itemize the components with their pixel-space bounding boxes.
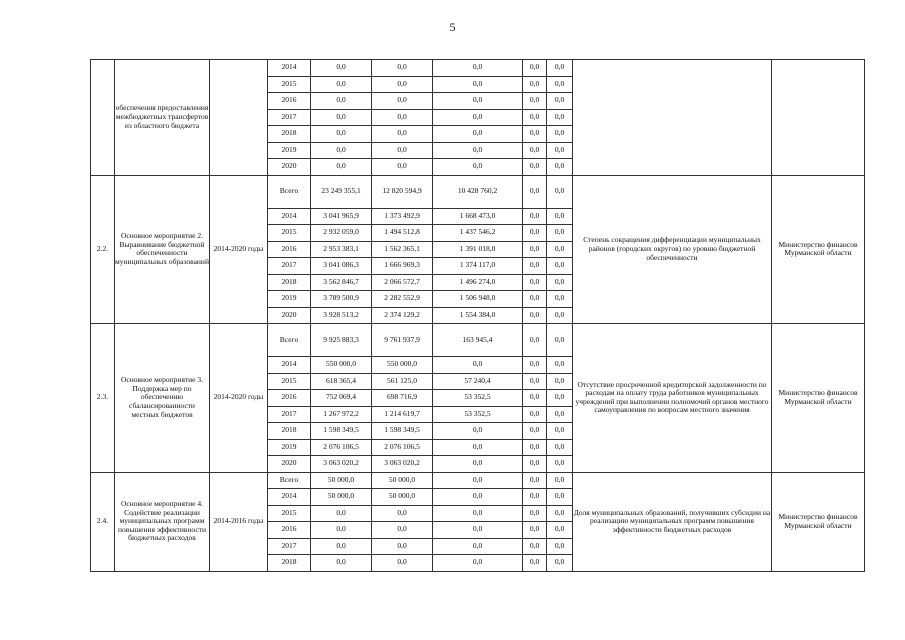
local-budget-cell: 0,0 [523,489,547,506]
section-number [91,60,115,176]
other-sources-cell: 0,0 [547,357,573,374]
year-cell: 2015 [268,76,311,93]
federal-budget-cell: 0,0 [433,538,523,555]
other-sources-cell: 0,0 [547,406,573,423]
regional-budget-cell: 2 066 572,7 [372,274,433,291]
local-budget-cell: 0,0 [523,324,547,357]
executor-cell [772,60,865,176]
total-cell: 0,0 [311,555,372,572]
federal-budget-cell: 1 374 117,0 [433,258,523,275]
year-cell: Всего [268,175,311,208]
other-sources-cell: 0,0 [547,142,573,159]
total-cell: 0,0 [311,505,372,522]
year-cell: 2014 [268,357,311,374]
year-cell: 2018 [268,274,311,291]
federal-budget-cell: 10 428 760,2 [433,175,523,208]
regional-budget-cell: 1 598 349,5 [372,423,433,440]
federal-budget-cell: 53 352,5 [433,406,523,423]
federal-budget-cell: 0,0 [433,142,523,159]
regional-budget-cell: 1 373 492,9 [372,208,433,225]
year-cell: 2015 [268,505,311,522]
federal-budget-cell: 0,0 [433,93,523,110]
table-row [91,175,865,208]
regional-budget-cell: 561 125,0 [372,373,433,390]
regional-budget-cell: 0,0 [372,555,433,572]
executor-cell: Министерство финансов Мурманской области [772,324,865,473]
other-sources-cell: 0,0 [547,109,573,126]
other-sources-cell: 0,0 [547,555,573,572]
other-sources-cell: 0,0 [547,159,573,176]
local-budget-cell: 0,0 [523,93,547,110]
regional-budget-cell: 0,0 [372,76,433,93]
regional-budget-cell: 1 562 365,1 [372,241,433,258]
regional-budget-cell: 3 063 020,2 [372,456,433,473]
federal-budget-cell: 1 668 473,0 [433,208,523,225]
total-cell: 3 041 965,9 [311,208,372,225]
year-cell: 2016 [268,390,311,407]
other-sources-cell: 0,0 [547,208,573,225]
local-budget-cell: 0,0 [523,258,547,275]
other-sources-cell: 0,0 [547,423,573,440]
other-sources-cell: 0,0 [547,175,573,208]
local-budget-cell: 0,0 [523,274,547,291]
regional-budget-cell: 50 000,0 [372,489,433,506]
local-budget-cell: 0,0 [523,225,547,242]
year-cell: 2019 [268,142,311,159]
year-cell: 2015 [268,373,311,390]
federal-budget-cell: 0,0 [433,126,523,143]
year-cell: 2020 [268,456,311,473]
executor-cell: Министерство финансов Мурманской области [772,175,865,324]
total-cell: 50 000,0 [311,472,372,489]
local-budget-cell: 0,0 [523,390,547,407]
total-cell: 2 953 383,1 [311,241,372,258]
local-budget-cell: 0,0 [523,142,547,159]
other-sources-cell: 0,0 [547,258,573,275]
local-budget-cell: 0,0 [523,241,547,258]
total-cell: 0,0 [311,159,372,176]
total-cell: 0,0 [311,76,372,93]
other-sources-cell: 0,0 [547,522,573,539]
total-cell: 3 928 513,2 [311,307,372,324]
local-budget-cell: 0,0 [523,522,547,539]
total-cell: 0,0 [311,93,372,110]
other-sources-cell: 0,0 [547,538,573,555]
federal-budget-cell: 0,0 [433,423,523,440]
local-budget-cell: 0,0 [523,208,547,225]
total-cell: 3 789 500,9 [311,291,372,308]
year-cell: 2017 [268,109,311,126]
federal-budget-cell: 1 391 018,0 [433,241,523,258]
local-budget-cell: 0,0 [523,373,547,390]
regional-budget-cell: 698 716,9 [372,390,433,407]
year-cell: 2019 [268,439,311,456]
section-number: 2.3. [91,324,115,473]
total-cell: 23 249 355,1 [311,175,372,208]
local-budget-cell: 0,0 [523,126,547,143]
other-sources-cell: 0,0 [547,60,573,77]
total-cell: 2 076 106,5 [311,439,372,456]
regional-budget-cell: 0,0 [372,142,433,159]
regional-budget-cell: 2 282 552,9 [372,291,433,308]
total-cell: 2 932 059,0 [311,225,372,242]
regional-budget-cell: 0,0 [372,159,433,176]
federal-budget-cell: 0,0 [433,456,523,473]
year-cell: Всего [268,324,311,357]
local-budget-cell: 0,0 [523,109,547,126]
federal-budget-cell: 1 496 274,0 [433,274,523,291]
regional-budget-cell: 2 076 106,5 [372,439,433,456]
indicator-cell: Степень сокращения дифференциации муниципальных районов (городских округов) по уровню бюджетной обеспеченности [573,175,772,324]
total-cell: 0,0 [311,60,372,77]
other-sources-cell: 0,0 [547,456,573,473]
other-sources-cell: 0,0 [547,93,573,110]
local-budget-cell: 0,0 [523,159,547,176]
period-cell: 2014-2020 годы [210,175,268,324]
regional-budget-cell: 0,0 [372,538,433,555]
total-cell: 0,0 [311,522,372,539]
federal-budget-cell: 0,0 [433,159,523,176]
federal-budget-cell: 0,0 [433,555,523,572]
regional-budget-cell: 1 214 619,7 [372,406,433,423]
total-cell: 0,0 [311,109,372,126]
total-cell: 550 000,0 [311,357,372,374]
other-sources-cell: 0,0 [547,390,573,407]
total-cell: 1 267 972,2 [311,406,372,423]
local-budget-cell: 0,0 [523,76,547,93]
federal-budget-cell: 1 437 546,2 [433,225,523,242]
year-cell: 2016 [268,522,311,539]
local-budget-cell: 0,0 [523,439,547,456]
federal-budget-cell: 0,0 [433,109,523,126]
activity-name: обеспечения предоставления межбюджетных трансфертов из областного бюджета [115,60,210,176]
table-row [91,324,865,357]
year-cell: 2017 [268,538,311,555]
other-sources-cell: 0,0 [547,307,573,324]
table-row [91,472,865,489]
federal-budget-cell: 53 352,5 [433,390,523,407]
other-sources-cell: 0,0 [547,241,573,258]
regional-budget-cell: 550 000,0 [372,357,433,374]
other-sources-cell: 0,0 [547,472,573,489]
period-cell [210,60,268,176]
table-body [91,60,865,572]
year-cell: 2019 [268,291,311,308]
total-cell: 9 925 883,3 [311,324,372,357]
other-sources-cell: 0,0 [547,324,573,357]
total-cell: 752 069,4 [311,390,372,407]
regional-budget-cell: 2 374 129,2 [372,307,433,324]
program-table [90,59,865,572]
federal-budget-cell: 0,0 [433,357,523,374]
federal-budget-cell: 0,0 [433,439,523,456]
other-sources-cell: 0,0 [547,439,573,456]
year-cell: 2017 [268,406,311,423]
year-cell: 2016 [268,93,311,110]
table-row [91,60,865,77]
local-budget-cell: 0,0 [523,423,547,440]
period-cell: 2014-2016 годы [210,472,268,571]
activity-name: Основное мероприятие 2. Выравнивание бюджетной обеспеченности муниципальных образований [115,175,210,324]
regional-budget-cell: 12 820 594,9 [372,175,433,208]
other-sources-cell: 0,0 [547,489,573,506]
total-cell: 0,0 [311,538,372,555]
regional-budget-cell: 0,0 [372,126,433,143]
regional-budget-cell: 1 666 969,3 [372,258,433,275]
other-sources-cell: 0,0 [547,291,573,308]
year-cell: 2017 [268,258,311,275]
federal-budget-cell: 1 554 384,0 [433,307,523,324]
regional-budget-cell: 0,0 [372,60,433,77]
year-cell: 2018 [268,555,311,572]
year-cell: 2014 [268,60,311,77]
local-budget-cell: 0,0 [523,60,547,77]
total-cell: 1 598 349,5 [311,423,372,440]
federal-budget-cell: 0,0 [433,489,523,506]
total-cell: 50 000,0 [311,489,372,506]
regional-budget-cell: 0,0 [372,93,433,110]
federal-budget-cell: 0,0 [433,60,523,77]
other-sources-cell: 0,0 [547,274,573,291]
year-cell: 2016 [268,241,311,258]
federal-budget-cell: 0,0 [433,472,523,489]
section-number: 2.4. [91,472,115,571]
indicator-cell: Доля муниципальных образований, получивших субсидии на реализацию муниципальных программ повышения эффективности бюджетных расходов [573,472,772,571]
year-cell: Всего [268,472,311,489]
local-budget-cell: 0,0 [523,505,547,522]
year-cell: 2020 [268,307,311,324]
total-cell: 3 562 846,7 [311,274,372,291]
regional-budget-cell: 50 000,0 [372,472,433,489]
local-budget-cell: 0,0 [523,307,547,324]
year-cell: 2014 [268,208,311,225]
local-budget-cell: 0,0 [523,357,547,374]
local-budget-cell: 0,0 [523,175,547,208]
other-sources-cell: 0,0 [547,225,573,242]
local-budget-cell: 0,0 [523,406,547,423]
year-cell: 2015 [268,225,311,242]
total-cell: 0,0 [311,126,372,143]
total-cell: 3 063 020,2 [311,456,372,473]
activity-name: Основное мероприятие 4. Содействие реализации муниципальных программ повышения эффективности бюджетных расходов [115,472,210,571]
federal-budget-cell: 57 240,4 [433,373,523,390]
indicator-cell: Отсутствие просроченной кредиторской задолженности по расходам на оплату труда работников муниципальных учреждений при выполнении полномочий органов местного самоуправления по вопросам местного значения [573,324,772,473]
year-cell: 2018 [268,126,311,143]
regional-budget-cell: 0,0 [372,109,433,126]
total-cell: 3 041 086,3 [311,258,372,275]
regional-budget-cell: 0,0 [372,522,433,539]
year-cell: 2020 [268,159,311,176]
local-budget-cell: 0,0 [523,538,547,555]
federal-budget-cell: 1 506 948,0 [433,291,523,308]
regional-budget-cell: 1 494 512,8 [372,225,433,242]
local-budget-cell: 0,0 [523,472,547,489]
federal-budget-cell: 0,0 [433,505,523,522]
local-budget-cell: 0,0 [523,291,547,308]
page-number: 5 [449,20,456,34]
other-sources-cell: 0,0 [547,373,573,390]
other-sources-cell: 0,0 [547,76,573,93]
executor-cell: Министерство финансов Мурманской области [772,472,865,571]
period-cell: 2014-2020 годы [210,324,268,473]
local-budget-cell: 0,0 [523,555,547,572]
other-sources-cell: 0,0 [547,505,573,522]
indicator-cell [573,60,772,176]
section-number: 2.2. [91,175,115,324]
other-sources-cell: 0,0 [547,126,573,143]
year-cell: 2014 [268,489,311,506]
total-cell: 618 365,4 [311,373,372,390]
year-cell: 2018 [268,423,311,440]
federal-budget-cell: 163 945,4 [433,324,523,357]
federal-budget-cell: 0,0 [433,522,523,539]
regional-budget-cell: 9 761 937,9 [372,324,433,357]
local-budget-cell: 0,0 [523,456,547,473]
total-cell: 0,0 [311,142,372,159]
federal-budget-cell: 0,0 [433,76,523,93]
regional-budget-cell: 0,0 [372,505,433,522]
activity-name: Основное мероприятие 3. Поддержка мер по обеспечению сбалансированности местных бюджетов [115,324,210,473]
